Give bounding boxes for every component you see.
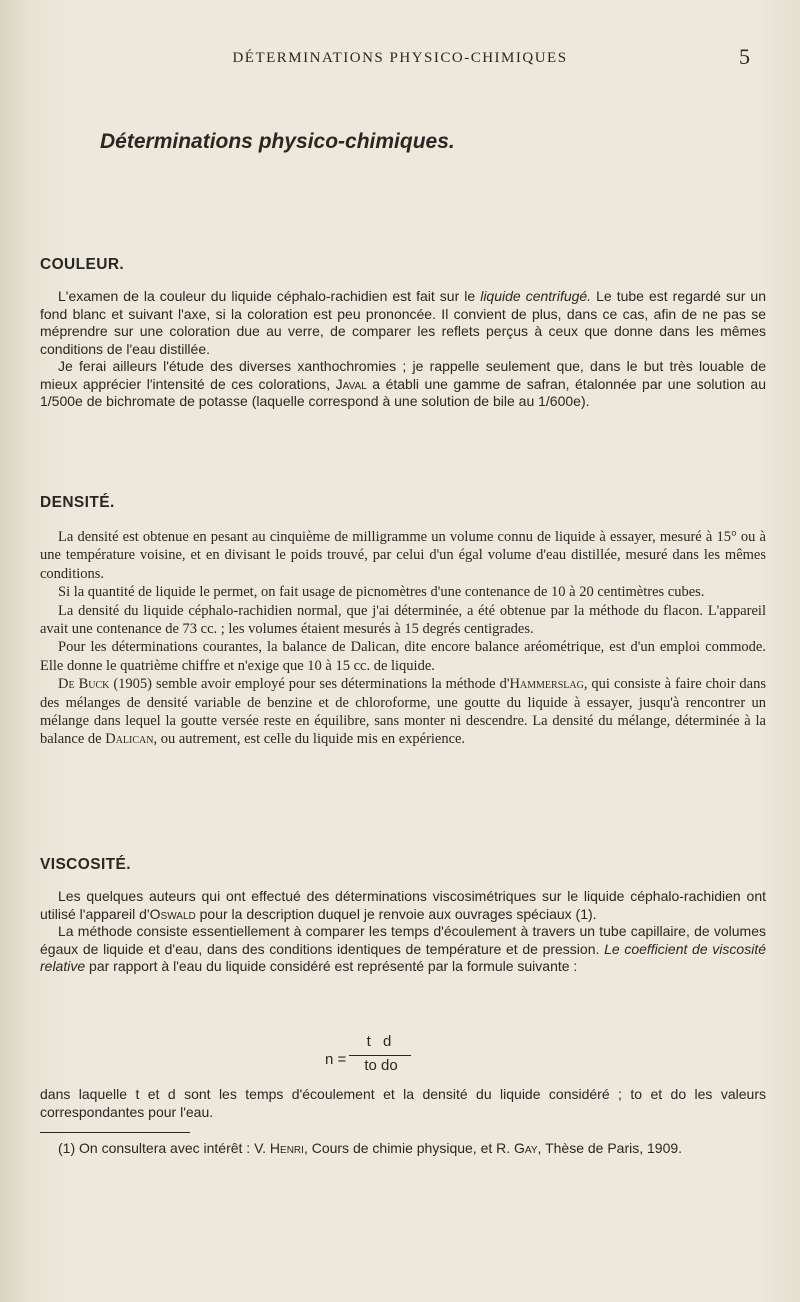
viscosite-paragraph-1: Les quelques auteurs qui ont effectué des déterminations viscosimétriques sur le liquide céphalo-rachidien ont utilisé l'appareil d'Oswald pour la description duquel je renvoie aux ouvrages spéciaux (1). (40, 888, 766, 922)
densite-paragraph-5: De Buck (1905) semble avoir employé pour ses déterminations la méthode d'Hammerslag, qui consiste à faire choir dans des mélanges de densité variable de benzine et de chloroforme, une goutte du liquide à essayer, jusqu'à rencontrer un mélange dans lequel la goutte versée reste en équilibre, sans monter ni descendre. La densité du mélange, déterminée à la balance de Dalican, ou autrement, est celle du liquide mis en expérience. (40, 676, 766, 748)
footnote-text: (1) On consultera avec intérêt : V. Henri, Cours de chimie physique, et R. Gay, Thèse de Paris, 1909. (58, 1140, 683, 1156)
chapter-title: Déterminations physico-chimiques. (100, 130, 455, 153)
page-number: 5 (739, 44, 750, 69)
viscosity-formula (325, 1033, 465, 1083)
running-head (0, 44, 800, 74)
formula-numerator: t d (366, 1033, 396, 1050)
densite-paragraph-4: Pour les déterminations courantes, la balance de Dalican, dite encore balance aréométrique, est d'un emploi commode. Elle donne le quatrième chiffre et n'exige que 10 à 15 cc. de liquide. (40, 639, 766, 674)
couleur-paragraph-2: Je ferai ailleurs l'étude des diverses xanthochromies ; je rappelle seulement que, dans le but très louable de mieux apprécier l'intensité de ces colorations, Javal a établi une gamme de safran, étalonnée par une solution au 1/500e de bichromate de potasse (laquelle correspond à une solution de bile au 1/600e). (40, 358, 766, 409)
densite-paragraph-2: Si la quantité de liquide le permet, on fait usage de picnomètres d'une contenance de 10 à 20 centimètres cubes. (58, 584, 705, 601)
viscosite-body (40, 888, 766, 976)
densite-paragraph-3: La densité du liquide céphalo-rachidien normal, que j'ai déterminée, a été obtenue par la méthode du flacon. L'appareil avait une contenance de 73 cc. ; les volumes étaient mesurés à 15 degrés centigrades. (40, 602, 766, 638)
running-head-title: DÉTERMINATIONS PHYSICO-CHIMIQUES (232, 50, 568, 66)
densite-paragraph-1: La densité est obtenue en pesant au cinquième de milligramme un volume connu de liquide à essayer, mesuré à 15° ou à une température voisine, et en divisant le poids trouvé, par celui d'un égal volume d'eau distillée, mesuré dans les mêmes conditions. (40, 529, 766, 582)
viscosite-paragraph-3: dans laquelle t et d sont les temps d'écoulement et la densité du liquide considéré ; to et do les valeurs correspondantes pour l'eau. (40, 1086, 766, 1120)
formula-denominator: to do (364, 1057, 398, 1074)
viscosite-body-continued (40, 1086, 766, 1121)
section-heading-viscosite: VISCOSITÉ. (40, 856, 131, 873)
section-heading-couleur: COULEUR. (40, 256, 125, 273)
footnote (40, 1140, 766, 1157)
couleur-body (40, 288, 766, 411)
formula-fraction-bar (349, 1055, 411, 1056)
viscosite-paragraph-2: La méthode consiste essentiellement à comparer les temps d'écoulement à travers un tube capillaire, de volumes égaux de liquide et d'eau, dans des conditions identiques de température et de pression. Le coefficient de viscosité relative par rapport à l'eau du liquide considéré est représenté par la formule suivante : (40, 923, 766, 974)
densite-body (40, 528, 766, 749)
couleur-paragraph-1: L'examen de la couleur du liquide céphalo-rachidien est fait sur le liquide centrifugé. Le tube est regardé sur un fond blanc et suivant l'axe, si la coloration est peu prononcée. Il convient de plus, dans ce cas, afin de ne pas se méprendre sur une coloration due au verre, de comparer les reflets perçus à ceux que donne dans les mêmes conditions de l'eau distillée. (40, 288, 767, 357)
section-heading-densite: DENSITÉ. (40, 494, 115, 511)
formula-lhs: n = (325, 1051, 347, 1068)
footnote-rule (40, 1132, 190, 1133)
